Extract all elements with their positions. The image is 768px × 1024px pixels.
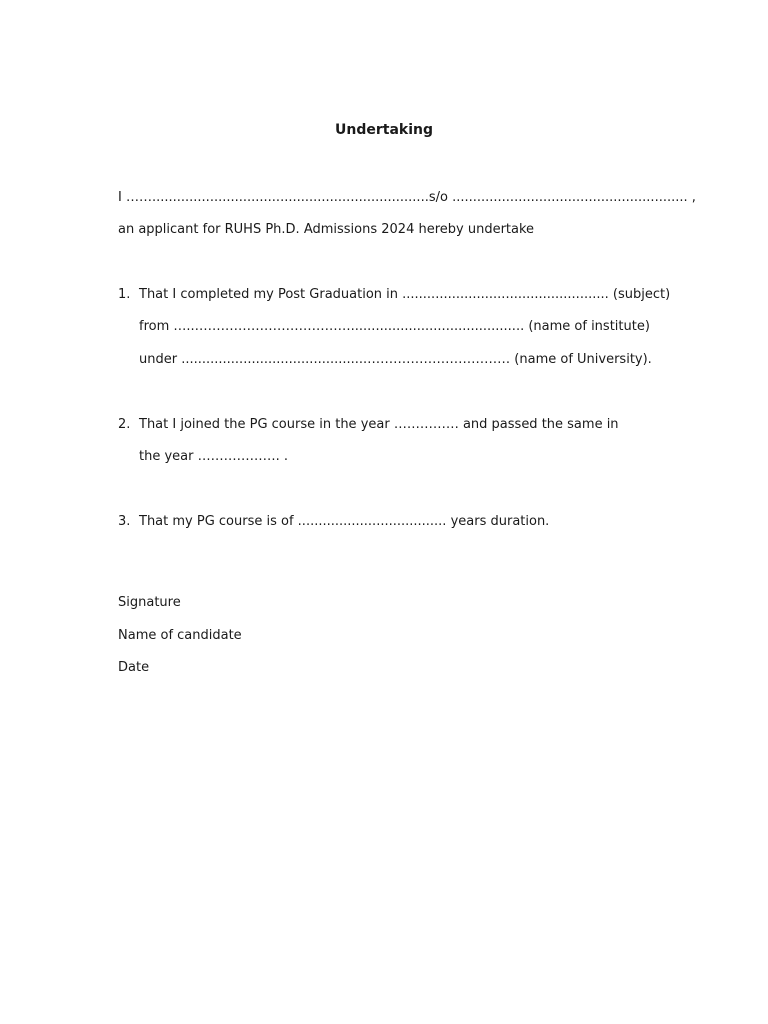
- intro-name-blank: I ……...................................................................: [118, 190, 429, 205]
- item-3-line-1: [118, 514, 650, 530]
- date-label: Date: [118, 660, 150, 675]
- item-1-number: 1.: [118, 287, 131, 302]
- item-3-number: 3.: [118, 514, 131, 529]
- intro-line-2: an applicant for RUHS Ph.D. Admissions 2024 hereby undertake: [118, 222, 535, 237]
- undertaking-page: [118, 0, 696, 1024]
- item-2-text-1: That I joined the PG course in the year …………… and passed the same in: [139, 417, 619, 432]
- item-2-line-1: [118, 417, 650, 433]
- item-1-line-1: [118, 287, 671, 303]
- item-1-line-3: under .............................................…………………………… (name of University).: [139, 352, 652, 367]
- item-3-text-1: That my PG course is of .................................... years duration.: [139, 514, 550, 529]
- item-2-line-2: the year ………………. .: [139, 449, 288, 464]
- item-2-number: 2.: [118, 417, 131, 432]
- intro-father-blank: s/o ......................................................... ,: [428, 190, 696, 205]
- item-1-line-2: from …..……………………………….......................................... (name of institute): [139, 319, 650, 334]
- signature-label: Signature: [118, 595, 181, 610]
- document-title: Undertaking: [335, 122, 433, 138]
- item-1-text-1: That I completed my Post Graduation in .................................................. (subject): [139, 287, 671, 302]
- candidate-name-label: Name of candidate: [118, 628, 242, 643]
- intro-line-1: [118, 190, 696, 206]
